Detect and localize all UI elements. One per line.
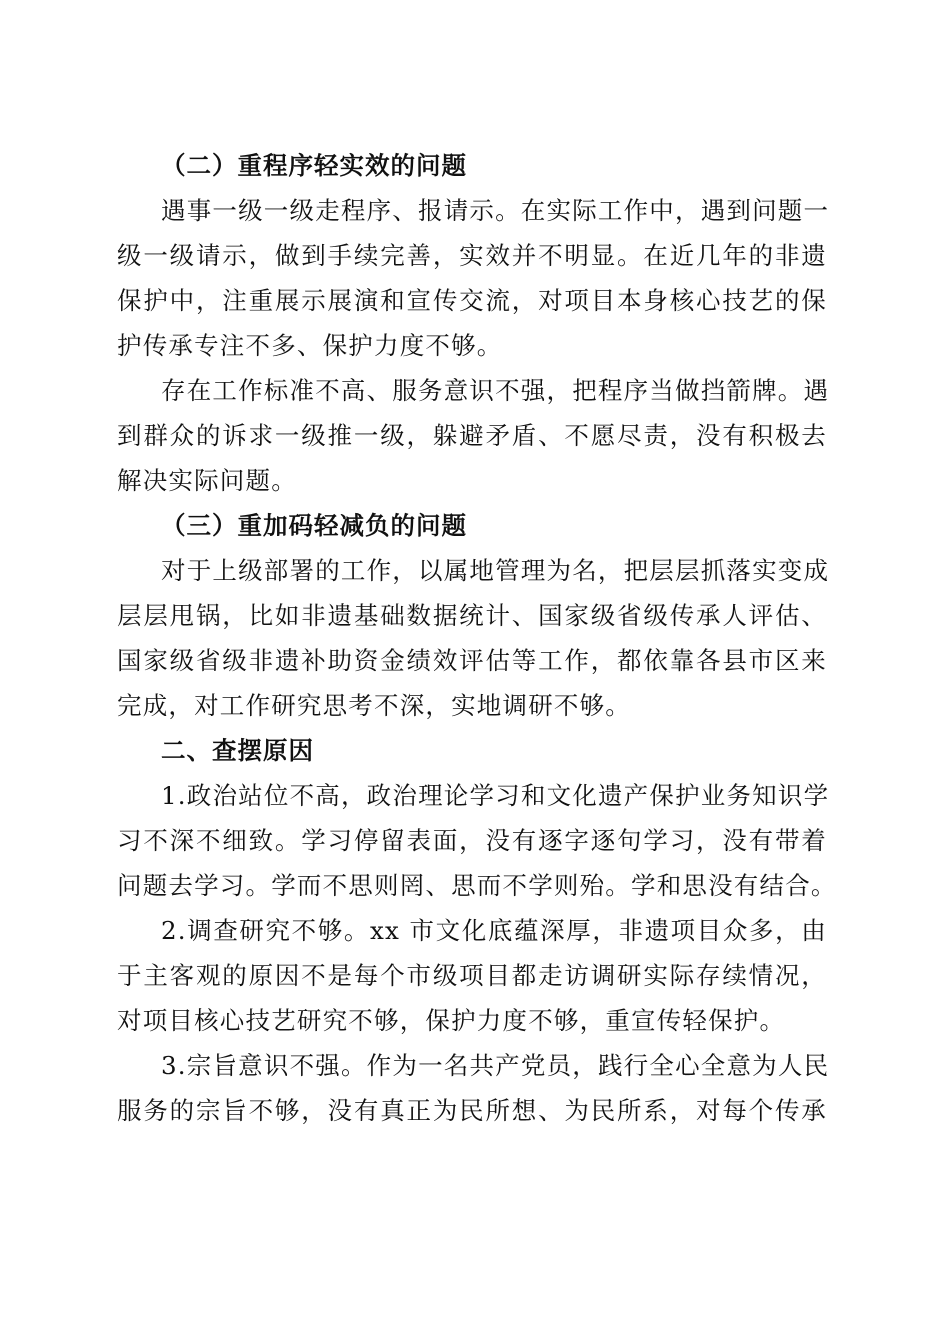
text-line: 对项目核心技艺研究不够，保护力度不够，重宣传轻保护。 — [117, 1006, 786, 1035]
text-line: 护传承专注不多、保护力度不够。 — [117, 331, 503, 360]
list-item — [117, 908, 827, 1043]
text-line: 遇事一级一级走程序、报请示。在实际工作中，遇到问题一 — [161, 196, 830, 225]
text-line: 存在工作标准不高、服务意识不强，把程序当做挡箭牌。遇 — [161, 376, 830, 405]
text-line: 级一级请示，做到手续完善，实效并不明显。在近几年的非遗 — [117, 241, 827, 270]
text-line: 国家级省级非遗补助资金绩效评估等工作，都依靠各县市区来 — [117, 646, 827, 675]
section-heading-3: （三）重加码轻减负的问题 — [161, 511, 467, 540]
text-line: 3.宗旨意识不强。作为一名共产党员，践行全心全意为人民 — [161, 1051, 830, 1080]
text-line: 保护中，注重展示展演和宣传交流，对项目本身核心技艺的保 — [117, 286, 827, 315]
part-heading-2: 二、查摆原因 — [161, 736, 314, 765]
text-line: 解决实际问题。 — [117, 466, 297, 495]
text-line: 1.政治站位不高，政治理论学习和文化遗产保护业务知识学 — [161, 781, 830, 810]
section-heading-2: （二）重程序轻实效的问题 — [161, 151, 467, 180]
paragraph — [117, 368, 830, 503]
paragraph — [117, 188, 830, 368]
text-line: 完成，对工作研究思考不深，实地调研不够。 — [117, 691, 631, 720]
paragraph — [117, 548, 830, 728]
text-line: 2.调查研究不够。xx 市文化底蕴深厚，非遗项目众多，由 — [161, 916, 827, 945]
text-line: 层层甩锅，比如非遗基础数据统计、国家级省级传承人评估、 — [117, 601, 827, 630]
text-line: 对于上级部署的工作，以属地管理为名，把层层抓落实变成 — [161, 556, 830, 585]
document-body — [117, 143, 837, 1133]
text-line: 问题去学习。学而不思则罔、思而不学则殆。学和思没有结合。 — [117, 871, 837, 900]
list-item — [117, 773, 837, 908]
text-line: 于主客观的原因不是每个市级项目都走访调研实际存续情况， — [117, 961, 827, 990]
text-line: 服务的宗旨不够，没有真正为民所想、为民所系，对每个传承 — [117, 1096, 827, 1125]
text-line: 习不深不细致。学习停留表面，没有逐字逐句学习，没有带着 — [117, 826, 827, 855]
text-line: 到群众的诉求一级推一级，躲避矛盾、不愿尽责，没有积极去 — [117, 421, 827, 450]
list-item — [117, 1043, 830, 1133]
